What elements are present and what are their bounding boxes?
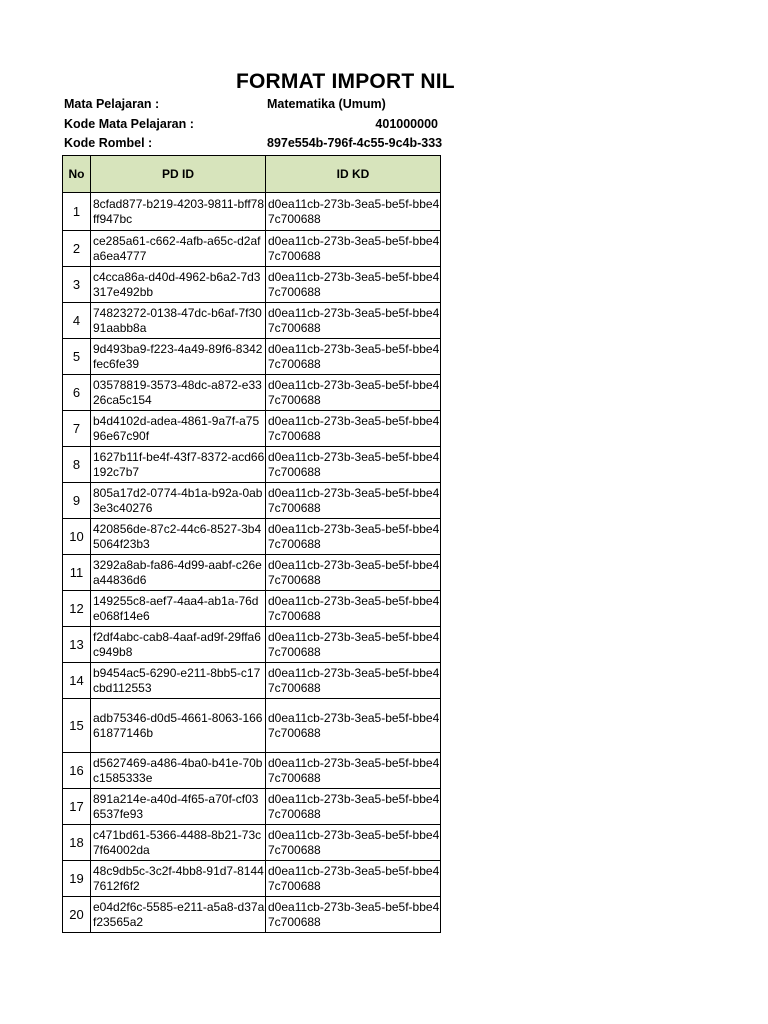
pd-id-cell: adb75346-d0d5-4661-8063-16661877146b	[91, 699, 266, 753]
pd-id-cell: 03578819-3573-48dc-a872-e3326ca5c154	[91, 375, 266, 411]
id-kd-cell: d0ea11cb-273b-3ea5-be5f-bbe47c700688	[266, 447, 441, 483]
id-kd-cell: d0ea11cb-273b-3ea5-be5f-bbe47c700688	[266, 663, 441, 699]
row-number: 3	[63, 267, 91, 303]
pd-id-cell: 805a17d2-0774-4b1a-b92a-0ab3e3c40276	[91, 483, 266, 519]
id-kd-cell: d0ea11cb-273b-3ea5-be5f-bbe47c700688	[266, 411, 441, 447]
id-kd-cell: d0ea11cb-273b-3ea5-be5f-bbe47c700688	[266, 231, 441, 267]
table-row	[63, 753, 441, 789]
meta-rombel-row	[64, 136, 442, 154]
pd-id-cell: f2df4abc-cab8-4aaf-ad9f-29ffa6c949b8	[91, 627, 266, 663]
rombel-label: Kode Rombel :	[64, 136, 153, 150]
pd-id-cell: b4d4102d-adea-4861-9a7f-a7596e67c90f	[91, 411, 266, 447]
row-number: 16	[63, 753, 91, 789]
table-row	[63, 897, 441, 933]
table-row	[63, 699, 441, 753]
row-number: 19	[63, 861, 91, 897]
header-id-kd: ID KD	[266, 156, 441, 193]
pd-id-cell: 9d493ba9-f223-4a49-89f6-8342fec6fe39	[91, 339, 266, 375]
subject-code-value: 401000000	[375, 117, 438, 131]
id-kd-cell: d0ea11cb-273b-3ea5-be5f-bbe47c700688	[266, 483, 441, 519]
table-row	[63, 267, 441, 303]
rombel-value: 897e554b-796f-4c55-9c4b-333	[267, 136, 442, 150]
table-header-row	[63, 156, 441, 193]
id-kd-cell: d0ea11cb-273b-3ea5-be5f-bbe47c700688	[266, 591, 441, 627]
meta-subject-code-row	[64, 117, 442, 135]
id-kd-cell: d0ea11cb-273b-3ea5-be5f-bbe47c700688	[266, 339, 441, 375]
table-row	[63, 627, 441, 663]
table-row	[63, 555, 441, 591]
grades-table	[62, 155, 441, 933]
id-kd-cell: d0ea11cb-273b-3ea5-be5f-bbe47c700688	[266, 861, 441, 897]
row-number: 18	[63, 825, 91, 861]
table-row	[63, 591, 441, 627]
id-kd-cell: d0ea11cb-273b-3ea5-be5f-bbe47c700688	[266, 303, 441, 339]
row-number: 2	[63, 231, 91, 267]
pd-id-cell: 3292a8ab-fa86-4d99-aabf-c26ea44836d6	[91, 555, 266, 591]
row-number: 9	[63, 483, 91, 519]
meta-subject-row	[64, 97, 442, 115]
pd-id-cell: 891a214e-a40d-4f65-a70f-cf036537fe93	[91, 789, 266, 825]
table-row	[63, 231, 441, 267]
table-row	[63, 339, 441, 375]
id-kd-cell: d0ea11cb-273b-3ea5-be5f-bbe47c700688	[266, 699, 441, 753]
table-row	[63, 663, 441, 699]
pd-id-cell: c4cca86a-d40d-4962-b6a2-7d3317e492bb	[91, 267, 266, 303]
table-row	[63, 825, 441, 861]
id-kd-cell: d0ea11cb-273b-3ea5-be5f-bbe47c700688	[266, 753, 441, 789]
table-body	[63, 193, 441, 933]
row-number: 5	[63, 339, 91, 375]
id-kd-cell: d0ea11cb-273b-3ea5-be5f-bbe47c700688	[266, 897, 441, 933]
id-kd-cell: d0ea11cb-273b-3ea5-be5f-bbe47c700688	[266, 193, 441, 231]
pd-id-cell: e04d2f6c-5585-e211-a5a8-d37af23565a2	[91, 897, 266, 933]
pd-id-cell: ce285a61-c662-4afb-a65c-d2afa6ea4777	[91, 231, 266, 267]
table-row	[63, 447, 441, 483]
row-number: 20	[63, 897, 91, 933]
table-row	[63, 303, 441, 339]
row-number: 14	[63, 663, 91, 699]
row-number: 15	[63, 699, 91, 753]
table-row	[63, 375, 441, 411]
table-row	[63, 789, 441, 825]
id-kd-cell: d0ea11cb-273b-3ea5-be5f-bbe47c700688	[266, 519, 441, 555]
table-row	[63, 483, 441, 519]
subject-value: Matematika (Umum)	[267, 97, 386, 111]
id-kd-cell: d0ea11cb-273b-3ea5-be5f-bbe47c700688	[266, 825, 441, 861]
table-row	[63, 861, 441, 897]
row-number: 8	[63, 447, 91, 483]
id-kd-cell: d0ea11cb-273b-3ea5-be5f-bbe47c700688	[266, 789, 441, 825]
row-number: 13	[63, 627, 91, 663]
row-number: 1	[63, 193, 91, 231]
row-number: 6	[63, 375, 91, 411]
subject-label: Mata Pelajaran :	[64, 97, 160, 111]
document-title: FORMAT IMPORT NIL	[236, 70, 455, 93]
id-kd-cell: d0ea11cb-273b-3ea5-be5f-bbe47c700688	[266, 375, 441, 411]
pd-id-cell: 420856de-87c2-44c6-8527-3b45064f23b3	[91, 519, 266, 555]
row-number: 10	[63, 519, 91, 555]
table-row	[63, 193, 441, 231]
pd-id-cell: 48c9db5c-3c2f-4bb8-91d7-81447612f6f2	[91, 861, 266, 897]
subject-code-label: Kode Mata Pelajaran :	[64, 117, 194, 131]
id-kd-cell: d0ea11cb-273b-3ea5-be5f-bbe47c700688	[266, 267, 441, 303]
header-pd-id: PD ID	[91, 156, 266, 193]
table-row	[63, 519, 441, 555]
id-kd-cell: d0ea11cb-273b-3ea5-be5f-bbe47c700688	[266, 555, 441, 591]
id-kd-cell: d0ea11cb-273b-3ea5-be5f-bbe47c700688	[266, 627, 441, 663]
pd-id-cell: b9454ac5-6290-e211-8bb5-c17cbd112553	[91, 663, 266, 699]
pd-id-cell: 1627b11f-be4f-43f7-8372-acd66192c7b7	[91, 447, 266, 483]
row-number: 12	[63, 591, 91, 627]
pd-id-cell: 8cfad877-b219-4203-9811-bff78ff947bc	[91, 193, 266, 231]
pd-id-cell: d5627469-a486-4ba0-b41e-70bc1585333e	[91, 753, 266, 789]
pd-id-cell: c471bd61-5366-4488-8b21-73c7f64002da	[91, 825, 266, 861]
table-row	[63, 411, 441, 447]
row-number: 11	[63, 555, 91, 591]
row-number: 7	[63, 411, 91, 447]
row-number: 4	[63, 303, 91, 339]
pd-id-cell: 149255c8-aef7-4aa4-ab1a-76de068f14e6	[91, 591, 266, 627]
pd-id-cell: 74823272-0138-47dc-b6af-7f3091aabb8a	[91, 303, 266, 339]
header-no: No	[63, 156, 91, 193]
row-number: 17	[63, 789, 91, 825]
